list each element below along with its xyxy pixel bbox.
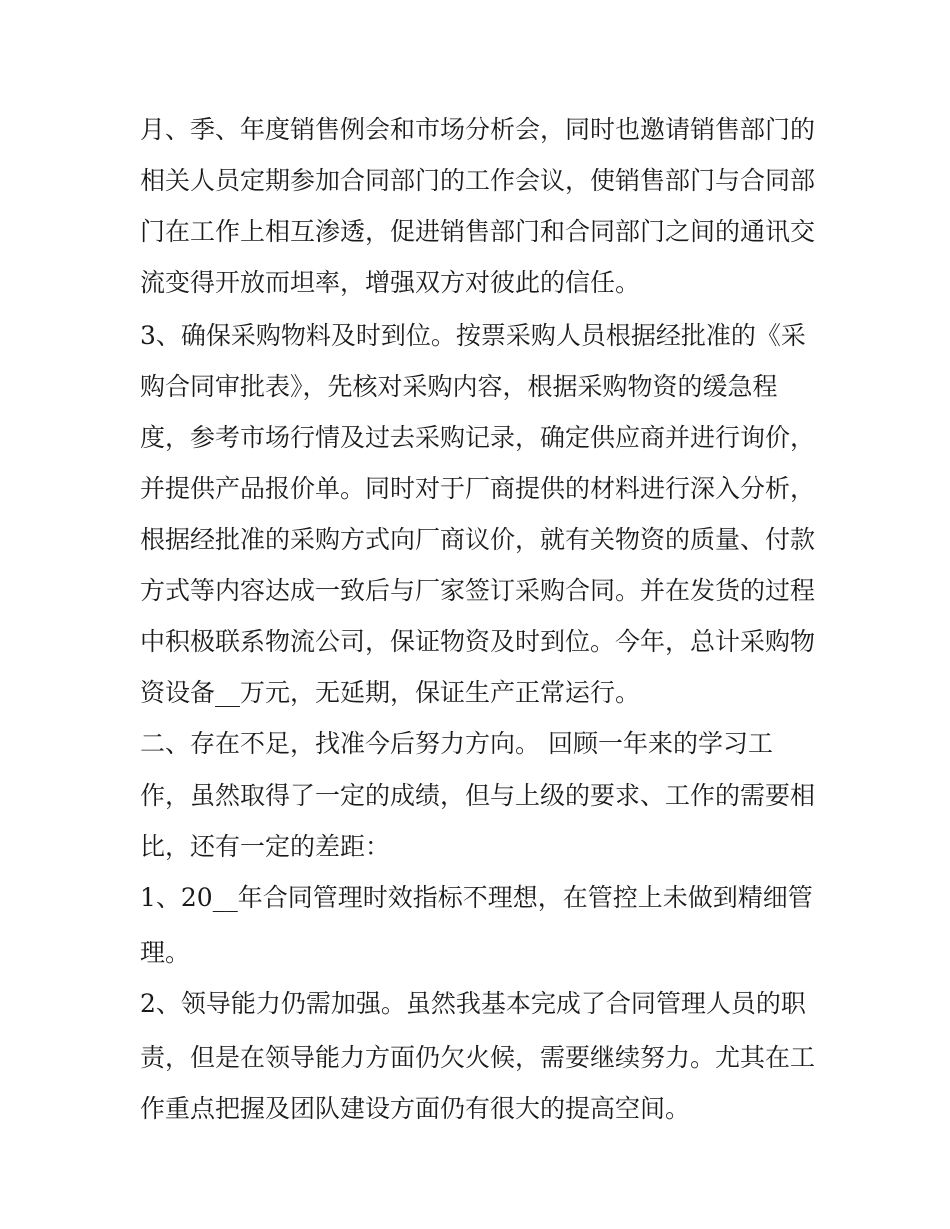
text-line: 资设备__万元，无延期，保证生产正常运行。 [140,678,641,707]
text-line: 度，参考市场行情及过去采购记录，确定供应商并进行询价， [140,423,816,452]
text-line: 月、季、年度销售例会和市场分析会，同时也邀请销售部门的 [140,115,816,144]
text-line: 作重点把握及团队建设方面仍有很大的提高空间。 [140,1094,691,1123]
text-line: 理。 [140,938,191,967]
text-line: 中积极联系物流公司，保证物资及时到位。今年，总计采购物 [140,627,816,656]
text-line: 购合同审批表》，先核对采购内容，根据采购物资的缓急程 [140,372,778,401]
text-line: 3、确保采购物料及时到位。按票采购人员根据经批准的《采 [140,321,806,350]
text-line: 门在工作上相互渗透，促进销售部门和合同部门之间的通讯交 [140,217,816,246]
text-line: 2、领导能力仍需加强。虽然我基本完成了合同管理人员的职 [140,989,806,1018]
text-line: 作，虽然取得了一定的成绩，但与上级的要求、工作的需要相 [140,781,816,810]
text-line: 并提供产品报价单。同时对于厂商提供的材料进行深入分析， [140,474,816,503]
text-line: 责，但是在领导能力方面仍欠火候，需要继续努力。尤其在工 [140,1043,816,1072]
text-line: 1、20__年合同管理时效指标不理想，在管控上未做到精细管 [140,883,813,912]
text-line: 根据经批准的采购方式向厂商议价，就有关物资的质量、付款 [140,525,816,554]
text-line: 方式等内容达成一致后与厂家签订采购合同。并在发货的过程 [140,576,816,605]
text-line: 二、存在不足，找准今后努力方向。 回顾一年来的学习工 [140,729,773,758]
document-body [140,104,820,1134]
text-line: 相关人员定期参加合同部门的工作会议，使销售部门与合同部 [140,166,816,195]
text-line: 流变得开放而坦率，增强双方对彼此的信任。 [140,268,641,297]
text-line: 比，还有一定的差距： [140,832,391,861]
